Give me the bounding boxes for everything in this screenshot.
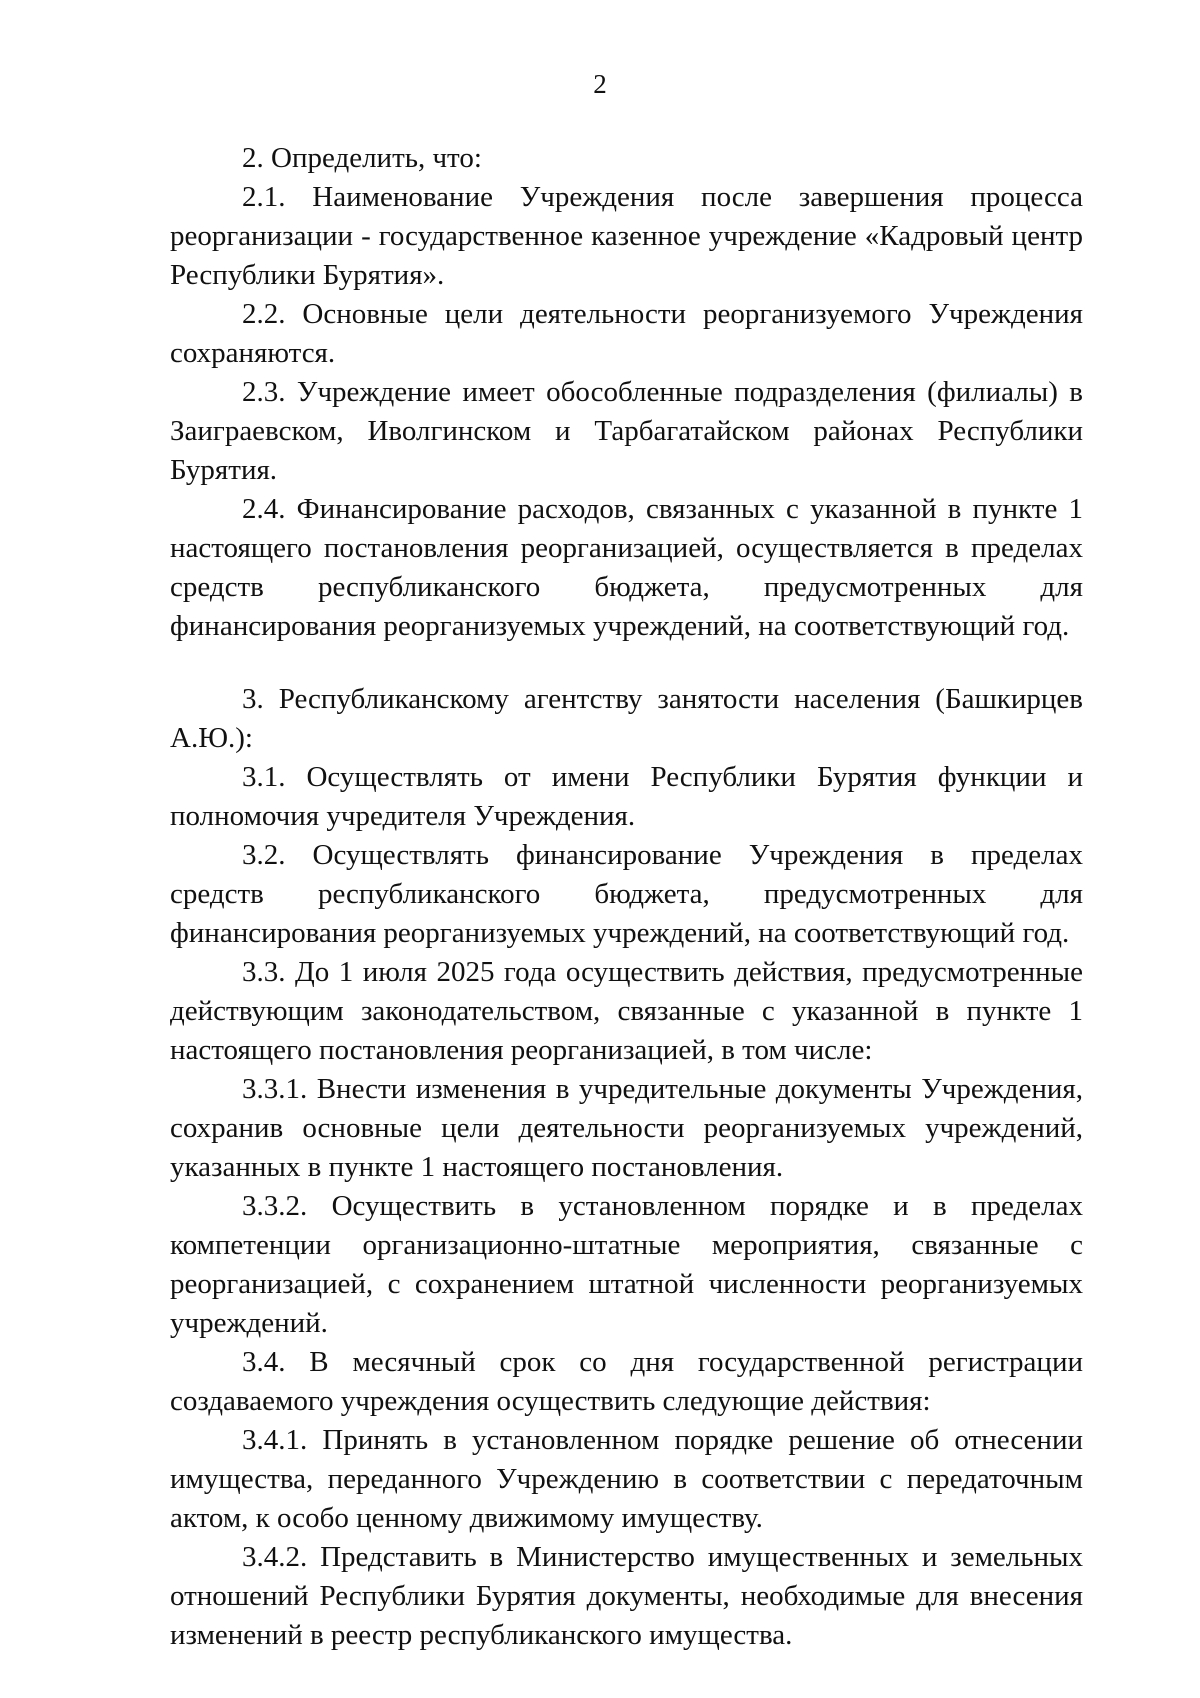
- paragraph-3-4-1: 3.4.1. Принять в установленном порядке решение об отнесении имущества, переданного Учреждению в соответствии с передаточным актом, к особо ценному движимому имуществу.: [170, 1424, 1083, 1534]
- document-body: [170, 139, 1083, 1655]
- page-number: 2: [593, 69, 607, 99]
- paragraph-2-3: 2.3. Учреждение имеет обособленные подразделения (филиалы) в Заиграевском, Иволгинском и Тарбагатайском районах Республики Бурятия.: [170, 376, 1083, 486]
- paragraph-2-4: 2.4. Финансирование расходов, связанных с указанной в пункте 1 настоящего постановления реорганизацией, осуществляется в пределах средств республиканского бюджета, предусмотренных для финансирования реорганизуемых учреждений, на соответствующий год.: [170, 493, 1083, 642]
- section-spacer: [170, 646, 1083, 680]
- paragraph-3-3-1: 3.3.1. Внести изменения в учредительные документы Учреждения, сохранив основные цели деятельности реорганизуемых учреждений, указанных в пункте 1 настоящего постановления.: [170, 1073, 1083, 1183]
- paragraph-3-3: 3.3. До 1 июля 2025 года осуществить действия, предусмотренные действующим законодательством, связанные с указанной в пункте 1 настоящего постановления реорганизацией, в том числе:: [170, 956, 1083, 1066]
- paragraph-3-4: 3.4. В месячный срок со дня государственной регистрации создаваемого учреждения осуществить следующие действия:: [170, 1346, 1083, 1417]
- paragraph-3-1: 3.1. Осуществлять от имени Республики Бурятия функции и полномочия учредителя Учреждения.: [170, 761, 1083, 832]
- paragraph-3-3-2: 3.3.2. Осуществить в установленном порядке и в пределах компетенции организационно-штатные мероприятия, связанные с реорганизацией, с сохранением штатной численности реорганизуемых учреждений.: [170, 1190, 1083, 1339]
- paragraph-2: 2. Определить, что:: [242, 142, 482, 174]
- paragraph-3-4-2: 3.4.2. Представить в Министерство имущественных и земельных отношений Республики Бурятия документы, необходимые для внесения изменений в реестр республиканского имущества.: [170, 1541, 1083, 1651]
- paragraph-3: 3. Республиканскому агентству занятости населения (Башкирцев А.Ю.):: [170, 683, 1083, 754]
- paragraph-2-2: 2.2. Основные цели деятельности реорганизуемого Учреждения сохраняются.: [170, 298, 1083, 369]
- paragraph-3-2: 3.2. Осуществлять финансирование Учреждения в пределах средств республиканского бюджета, предусмотренных для финансирования реорганизуемых учреждений, на соответствующий год.: [170, 839, 1083, 949]
- paragraph-2-1: 2.1. Наименование Учреждения после завершения процесса реорганизации - государственное казенное учреждение «Кадровый центр Республики Бурятия».: [170, 181, 1083, 291]
